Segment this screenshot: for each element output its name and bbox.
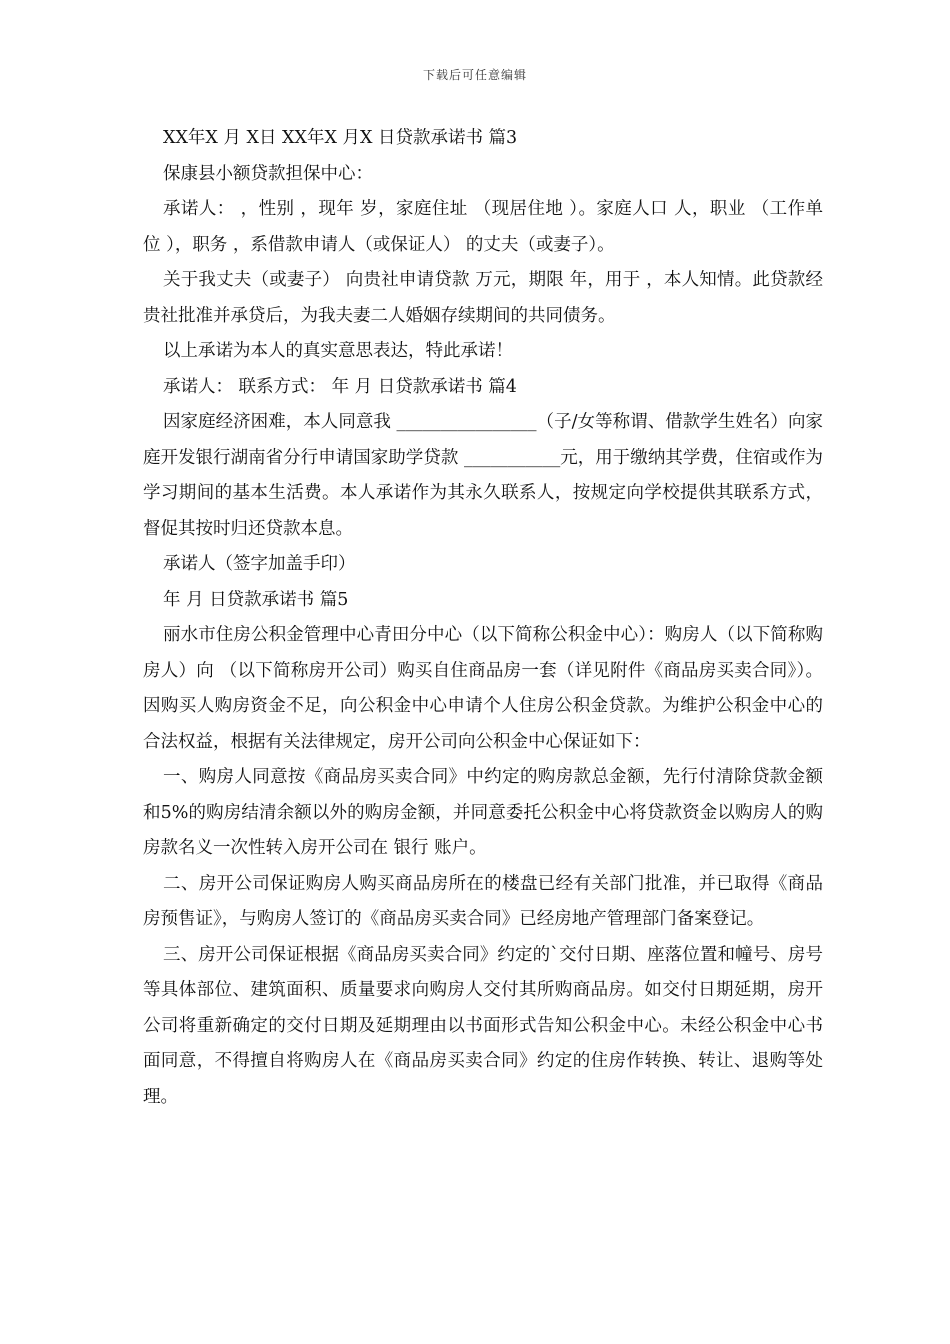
addressee-line: 保康县小额贷款担保中心： <box>163 163 373 184</box>
student-loan-paragraph: 因家庭经济困难，本人同意我 ________________（子/女等称谓、借款学生姓名）向家庭开发银行湖南省分行申请国家助学贷款 ___________元，用于缴纳其学费，住宿或作为学习期间的基本生活费。本人承诺作为其永久联系人，按规定向学校提供其联系方式，督促其按时归还贷款本息。 <box>143 412 823 539</box>
true-intent-paragraph: 以上承诺为本人的真实意思表达，特此承诺！ <box>163 341 513 361</box>
header-note: 下载后可任意编辑 <box>422 68 527 82</box>
clause-3-paragraph: 三、房开公司保证根据《商品房买卖合同》约定的`交付日期、座落位置和幢号、房号等具体部位、建筑面积、质量要求向购房人交付其所购商品房。如交付日期延期，房开公司将重新确定的交付日期及延期理由以书面形式告知公积金中心。未经公积金中心书面同意，不得擅自将购房人在《商品房买卖合同》约定的住房作转换、转让、退购等处理。 <box>143 944 823 1107</box>
loan-knowledge-paragraph: 关于我丈夫（或妻子） 向贵社申请贷款 万元，期限 年，用于 ，本人知情。此贷款经贵社批准并承贷后，为我夫妻二人婚姻存续期间的共同债务。 <box>143 270 823 326</box>
clause-1-paragraph: 一、购房人同意按《商品房买卖合同》中约定的购房款总金额，先行付清除贷款金额和5%的购房结清余额以外的购房金额，并同意委托公积金中心将贷款资金以购房人的购房款名义一次性转入房开公司在 银行 账户。 <box>143 767 823 858</box>
section-title-3: XX年X 月 X日 XX年X 月X 日贷款承诺书 篇3 <box>163 128 518 148</box>
promisor-info-paragraph: 承诺人： ，性别 ，现年 岁，家庭住址 （现居住地 ）。家庭人口 人，职业 （工作单位 ），职务 ，系借款申请人（或保证人） 的丈夫（或妻子）。 <box>143 199 823 255</box>
fund-center-intro-paragraph: 丽水市住房公积金管理中心青田分中心（以下简称公积金中心）：购房人（以下简称购房人）向 （以下简称房开公司）购买自住商品房一套（详见附件《商品房买卖合同》）。因购买人购房资金不足，向公积金中心申请个人住房公积金贷款。为维护公积金中心的合法权益，根据有关法律规定，房开公司向公积金中心保证如下： <box>143 625 823 752</box>
clause-2-paragraph: 二、房开公司保证购房人购买商品房所在的楼盘已经有关部门批准，并已取得《商品房预售证》，与购房人签订的《商品房买卖合同》已经房地产管理部门备案登记。 <box>143 873 823 929</box>
signature-line: 承诺人（签字加盖手印） <box>163 554 356 574</box>
section-title-4: 承诺人： 联系方式： 年 月 日贷款承诺书 篇4 <box>163 376 517 397</box>
document-body <box>143 121 823 1115</box>
section-title-5: 年 月 日贷款承诺书 篇5 <box>163 589 349 610</box>
